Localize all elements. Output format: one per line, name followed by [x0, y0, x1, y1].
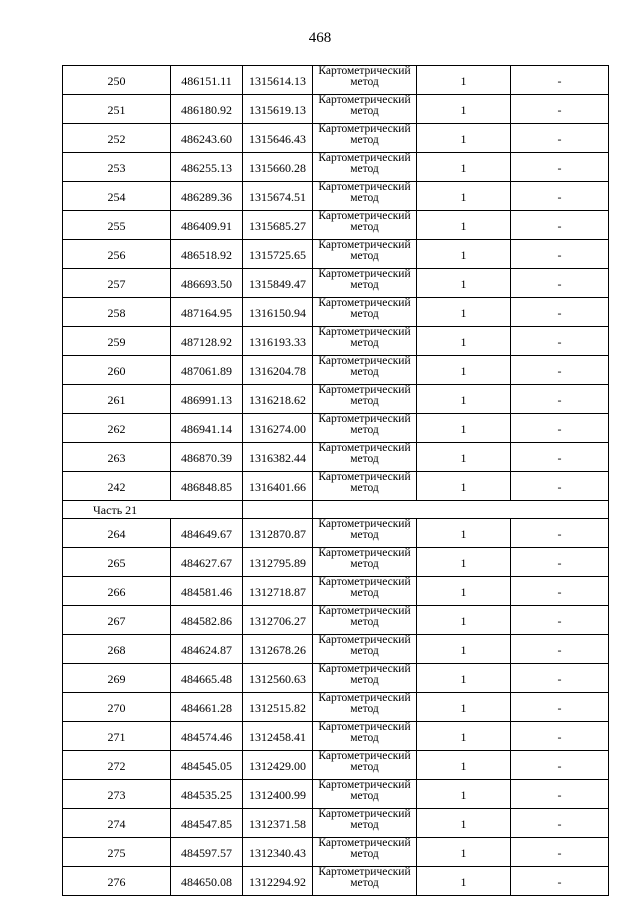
accuracy-cell: 1 [417, 327, 511, 356]
method-line1: Картометрический [318, 65, 411, 77]
description-cell: - [511, 693, 609, 722]
description-cell: - [511, 809, 609, 838]
description-cell: - [511, 269, 609, 298]
point-number-cell: 262 [63, 414, 171, 443]
y-coordinate-cell: 1316274.00 [243, 414, 313, 443]
description-cell: - [511, 664, 609, 693]
method-line2: метод [350, 366, 379, 378]
table-row [63, 298, 609, 327]
y-coordinate-cell: 1315674.51 [243, 182, 313, 211]
y-coordinate-cell: 1312458.41 [243, 722, 313, 751]
method-cell [313, 385, 417, 414]
x-coordinate-cell: 486693.50 [171, 269, 243, 298]
method-line1: Картометрический [318, 721, 411, 733]
table-row [63, 124, 609, 153]
x-coordinate-cell: 484597.57 [171, 838, 243, 867]
point-number-cell: 271 [63, 722, 171, 751]
point-number-cell: 266 [63, 577, 171, 606]
method-line1: Картометрический [318, 181, 411, 193]
x-coordinate-cell: 487061.89 [171, 356, 243, 385]
x-coordinate-cell: 484582.86 [171, 606, 243, 635]
x-coordinate-cell: 486941.14 [171, 414, 243, 443]
y-coordinate-cell: 1312718.87 [243, 577, 313, 606]
table-row [63, 809, 609, 838]
method-cell [313, 664, 417, 693]
method-line1: Картометрический [318, 518, 411, 530]
point-number-cell: 256 [63, 240, 171, 269]
method-line2: метод [350, 395, 379, 407]
point-number-cell: 267 [63, 606, 171, 635]
table-row [63, 664, 609, 693]
method-cell [313, 548, 417, 577]
description-cell: - [511, 635, 609, 664]
method-line2: метод [350, 134, 379, 146]
method-line2: метод [350, 279, 379, 291]
y-coordinate-cell: 1316382.44 [243, 443, 313, 472]
method-line1: Картометрический [318, 413, 411, 425]
method-line1: Картометрический [318, 152, 411, 164]
description-cell: - [511, 606, 609, 635]
description-cell: - [511, 577, 609, 606]
table-row [63, 327, 609, 356]
method-cell [313, 356, 417, 385]
description-cell: - [511, 385, 609, 414]
description-cell: - [511, 153, 609, 182]
method-line1: Картометрический [318, 692, 411, 704]
table-row [63, 577, 609, 606]
y-coordinate-cell: 1312400.99 [243, 780, 313, 809]
y-coordinate-cell: 1316150.94 [243, 298, 313, 327]
y-coordinate-cell: 1316218.62 [243, 385, 313, 414]
method-line2: метод [350, 732, 379, 744]
x-coordinate-cell: 486255.13 [171, 153, 243, 182]
method-line1: Картометрический [318, 471, 411, 483]
accuracy-cell: 1 [417, 635, 511, 664]
accuracy-cell: 1 [417, 606, 511, 635]
accuracy-cell: 1 [417, 472, 511, 501]
accuracy-cell: 1 [417, 548, 511, 577]
accuracy-cell: 1 [417, 95, 511, 124]
point-number-cell: 270 [63, 693, 171, 722]
table-row [63, 780, 609, 809]
description-cell: - [511, 780, 609, 809]
point-number-cell: 250 [63, 66, 171, 95]
method-cell [313, 472, 417, 501]
accuracy-cell: 1 [417, 385, 511, 414]
x-coordinate-cell: 486151.11 [171, 66, 243, 95]
method-line1: Картометрический [318, 297, 411, 309]
part-empty-cell [243, 501, 313, 519]
table-row [63, 66, 609, 95]
accuracy-cell: 1 [417, 809, 511, 838]
method-line1: Картометрический [318, 94, 411, 106]
y-coordinate-cell: 1312870.87 [243, 519, 313, 548]
method-line1: Картометрический [318, 123, 411, 135]
method-line1: Картометрический [318, 239, 411, 251]
method-line1: Картометрический [318, 634, 411, 646]
method-line1: Картометрический [318, 355, 411, 367]
method-cell [313, 327, 417, 356]
method-line2: метод [350, 819, 379, 831]
table-row [63, 693, 609, 722]
y-coordinate-cell: 1312429.00 [243, 751, 313, 780]
method-line2: метод [350, 453, 379, 465]
table-row [63, 751, 609, 780]
accuracy-cell: 1 [417, 664, 511, 693]
point-number-cell: 268 [63, 635, 171, 664]
point-number-cell: 276 [63, 867, 171, 896]
method-cell [313, 838, 417, 867]
y-coordinate-cell: 1315619.13 [243, 95, 313, 124]
table-row [63, 269, 609, 298]
x-coordinate-cell: 484627.67 [171, 548, 243, 577]
method-cell [313, 182, 417, 211]
y-coordinate-cell: 1315660.28 [243, 153, 313, 182]
x-coordinate-cell: 486180.92 [171, 95, 243, 124]
method-line2: метод [350, 105, 379, 117]
method-line1: Картометрический [318, 442, 411, 454]
point-number-cell: 272 [63, 751, 171, 780]
method-line2: метод [350, 587, 379, 599]
x-coordinate-cell: 484581.46 [171, 577, 243, 606]
table-row [63, 356, 609, 385]
method-line2: метод [350, 674, 379, 686]
method-cell [313, 780, 417, 809]
method-line1: Картометрический [318, 210, 411, 222]
x-coordinate-cell: 484650.08 [171, 867, 243, 896]
table-row [63, 606, 609, 635]
method-line2: метод [350, 761, 379, 773]
method-line1: Картометрический [318, 779, 411, 791]
table-row [63, 240, 609, 269]
method-cell [313, 414, 417, 443]
method-line2: метод [350, 163, 379, 175]
table-row [63, 443, 609, 472]
method-cell [313, 443, 417, 472]
point-number-cell: 264 [63, 519, 171, 548]
point-number-cell: 265 [63, 548, 171, 577]
y-coordinate-cell: 1312795.89 [243, 548, 313, 577]
method-cell [313, 751, 417, 780]
accuracy-cell: 1 [417, 66, 511, 95]
method-cell [313, 240, 417, 269]
description-cell: - [511, 66, 609, 95]
method-line1: Картометрический [318, 663, 411, 675]
y-coordinate-cell: 1312294.92 [243, 867, 313, 896]
coordinates-table [62, 65, 609, 896]
method-cell [313, 95, 417, 124]
x-coordinate-cell: 484661.28 [171, 693, 243, 722]
method-line2: метод [350, 337, 379, 349]
point-number-cell: 269 [63, 664, 171, 693]
method-line1: Картометрический [318, 326, 411, 338]
method-cell [313, 577, 417, 606]
description-cell: - [511, 838, 609, 867]
accuracy-cell: 1 [417, 443, 511, 472]
method-line2: метод [350, 250, 379, 262]
y-coordinate-cell: 1316204.78 [243, 356, 313, 385]
point-number-cell: 261 [63, 385, 171, 414]
method-line2: метод [350, 790, 379, 802]
point-number-cell: 274 [63, 809, 171, 838]
table-row [63, 722, 609, 751]
description-cell: - [511, 327, 609, 356]
accuracy-cell: 1 [417, 182, 511, 211]
accuracy-cell: 1 [417, 240, 511, 269]
method-line1: Картометрический [318, 605, 411, 617]
method-cell [313, 809, 417, 838]
method-cell [313, 867, 417, 896]
method-line1: Картометрический [318, 750, 411, 762]
y-coordinate-cell: 1315685.27 [243, 211, 313, 240]
x-coordinate-cell: 484574.46 [171, 722, 243, 751]
point-number-cell: 260 [63, 356, 171, 385]
table-row [63, 867, 609, 896]
method-line1: Картометрический [318, 808, 411, 820]
description-cell: - [511, 95, 609, 124]
method-line2: метод [350, 482, 379, 494]
x-coordinate-cell: 484535.25 [171, 780, 243, 809]
description-cell: - [511, 722, 609, 751]
table-row [63, 472, 609, 501]
point-number-cell: 263 [63, 443, 171, 472]
point-number-cell: 275 [63, 838, 171, 867]
accuracy-cell: 1 [417, 693, 511, 722]
table-row [63, 153, 609, 182]
table-row [63, 95, 609, 124]
description-cell: - [511, 211, 609, 240]
description-cell: - [511, 414, 609, 443]
x-coordinate-cell: 484649.67 [171, 519, 243, 548]
y-coordinate-cell: 1312678.26 [243, 635, 313, 664]
method-line2: метод [350, 703, 379, 715]
x-coordinate-cell: 486243.60 [171, 124, 243, 153]
table-row [63, 182, 609, 211]
method-line1: Картометрический [318, 384, 411, 396]
method-line1: Картометрический [318, 837, 411, 849]
method-line2: метод [350, 424, 379, 436]
description-cell: - [511, 751, 609, 780]
x-coordinate-cell: 484665.48 [171, 664, 243, 693]
method-line2: метод [350, 616, 379, 628]
y-coordinate-cell: 1312340.43 [243, 838, 313, 867]
point-number-cell: 254 [63, 182, 171, 211]
accuracy-cell: 1 [417, 577, 511, 606]
x-coordinate-cell: 486518.92 [171, 240, 243, 269]
point-number-cell: 252 [63, 124, 171, 153]
accuracy-cell: 1 [417, 211, 511, 240]
method-cell [313, 211, 417, 240]
part-label: Часть 21 [63, 501, 243, 519]
table-row [63, 838, 609, 867]
x-coordinate-cell: 486991.13 [171, 385, 243, 414]
point-number-cell: 242 [63, 472, 171, 501]
table-row [63, 385, 609, 414]
method-cell [313, 298, 417, 327]
method-cell [313, 635, 417, 664]
table-row [63, 211, 609, 240]
part-header-row [63, 501, 609, 519]
method-cell [313, 153, 417, 182]
method-line2: метод [350, 308, 379, 320]
accuracy-cell: 1 [417, 153, 511, 182]
part-empty-cell [313, 501, 609, 519]
point-number-cell: 257 [63, 269, 171, 298]
y-coordinate-cell: 1312706.27 [243, 606, 313, 635]
accuracy-cell: 1 [417, 722, 511, 751]
y-coordinate-cell: 1312515.82 [243, 693, 313, 722]
x-coordinate-cell: 484547.85 [171, 809, 243, 838]
point-number-cell: 255 [63, 211, 171, 240]
table-row [63, 414, 609, 443]
description-cell: - [511, 182, 609, 211]
table-row [63, 548, 609, 577]
y-coordinate-cell: 1315849.47 [243, 269, 313, 298]
y-coordinate-cell: 1312371.58 [243, 809, 313, 838]
method-line2: метод [350, 558, 379, 570]
point-number-cell: 253 [63, 153, 171, 182]
y-coordinate-cell: 1315725.65 [243, 240, 313, 269]
method-line2: метод [350, 848, 379, 860]
accuracy-cell: 1 [417, 414, 511, 443]
description-cell: - [511, 240, 609, 269]
x-coordinate-cell: 487128.92 [171, 327, 243, 356]
method-cell [313, 66, 417, 95]
accuracy-cell: 1 [417, 867, 511, 896]
y-coordinate-cell: 1315614.13 [243, 66, 313, 95]
description-cell: - [511, 356, 609, 385]
description-cell: - [511, 472, 609, 501]
method-cell [313, 519, 417, 548]
accuracy-cell: 1 [417, 298, 511, 327]
table-row [63, 519, 609, 548]
method-cell [313, 269, 417, 298]
x-coordinate-cell: 484624.87 [171, 635, 243, 664]
description-cell: - [511, 443, 609, 472]
accuracy-cell: 1 [417, 519, 511, 548]
method-line2: метод [350, 221, 379, 233]
method-line1: Картометрический [318, 576, 411, 588]
accuracy-cell: 1 [417, 124, 511, 153]
method-line2: метод [350, 529, 379, 541]
method-line2: метод [350, 192, 379, 204]
description-cell: - [511, 124, 609, 153]
method-cell [313, 606, 417, 635]
method-cell [313, 124, 417, 153]
y-coordinate-cell: 1316193.33 [243, 327, 313, 356]
accuracy-cell: 1 [417, 356, 511, 385]
x-coordinate-cell: 487164.95 [171, 298, 243, 327]
y-coordinate-cell: 1312560.63 [243, 664, 313, 693]
x-coordinate-cell: 486848.85 [171, 472, 243, 501]
x-coordinate-cell: 486409.91 [171, 211, 243, 240]
table-row [63, 635, 609, 664]
coordinates-table-body [63, 66, 609, 896]
accuracy-cell: 1 [417, 838, 511, 867]
description-cell: - [511, 867, 609, 896]
method-cell [313, 693, 417, 722]
description-cell: - [511, 298, 609, 327]
page-number: 468 [308, 30, 332, 46]
x-coordinate-cell: 484545.05 [171, 751, 243, 780]
y-coordinate-cell: 1316401.66 [243, 472, 313, 501]
method-line1: Картометрический [318, 268, 411, 280]
description-cell: - [511, 519, 609, 548]
method-line1: Картометрический [318, 866, 411, 878]
point-number-cell: 273 [63, 780, 171, 809]
method-line2: метод [350, 877, 379, 889]
method-line2: метод [350, 645, 379, 657]
accuracy-cell: 1 [417, 751, 511, 780]
accuracy-cell: 1 [417, 269, 511, 298]
accuracy-cell: 1 [417, 780, 511, 809]
y-coordinate-cell: 1315646.43 [243, 124, 313, 153]
description-cell: - [511, 548, 609, 577]
method-line1: Картометрический [318, 547, 411, 559]
x-coordinate-cell: 486289.36 [171, 182, 243, 211]
point-number-cell: 259 [63, 327, 171, 356]
x-coordinate-cell: 486870.39 [171, 443, 243, 472]
point-number-cell: 258 [63, 298, 171, 327]
method-line2: метод [350, 76, 379, 88]
method-cell [313, 722, 417, 751]
point-number-cell: 251 [63, 95, 171, 124]
